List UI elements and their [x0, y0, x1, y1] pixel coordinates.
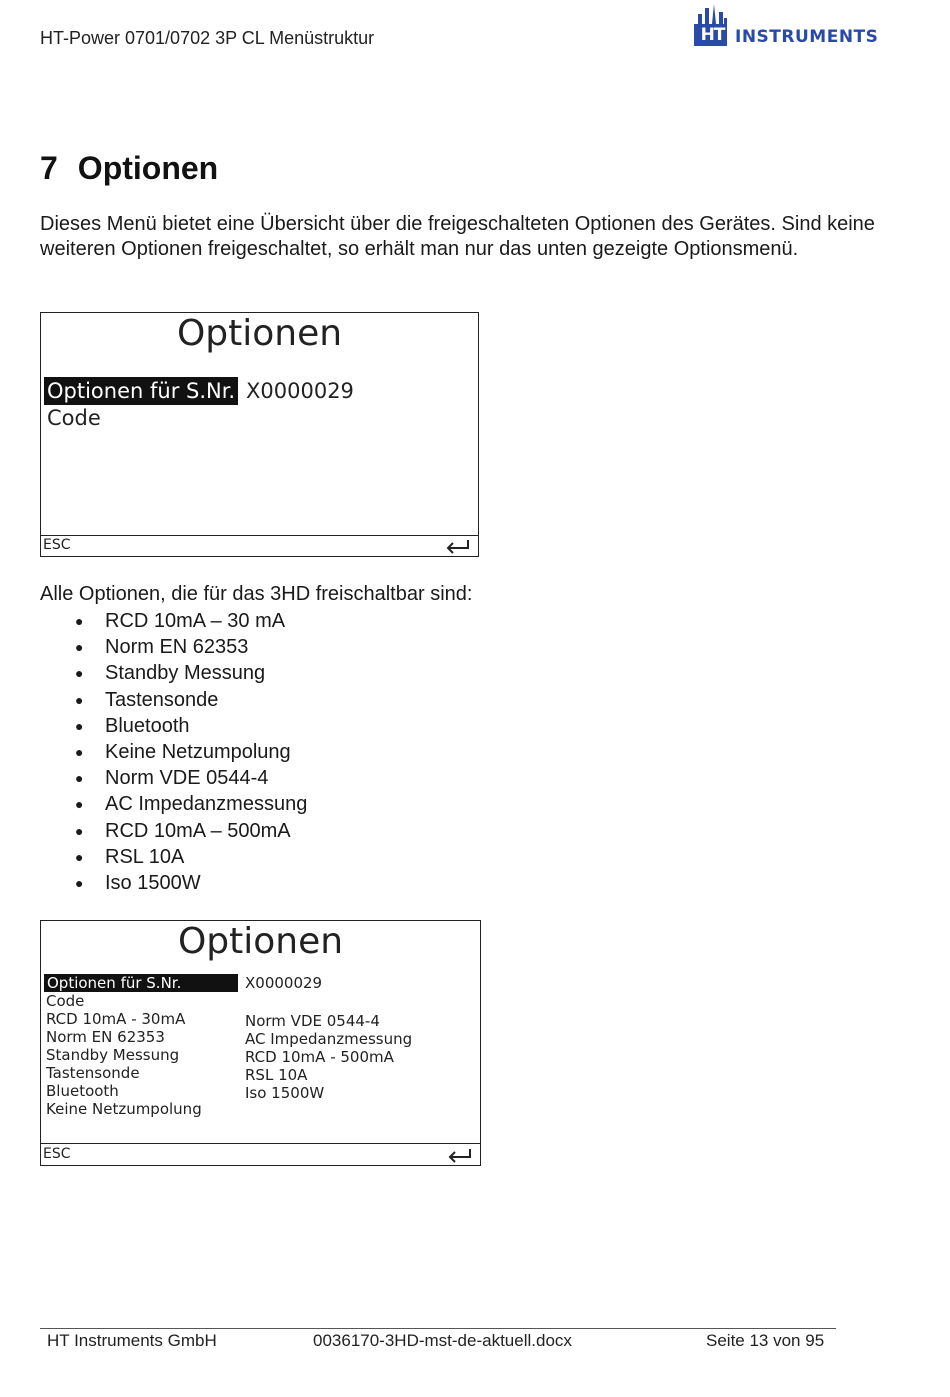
list-item: ● Iso 1500W: [40, 870, 307, 896]
list-item: ● Norm EN 62353: [40, 634, 307, 660]
header-title: HT-Power 0701/0702 3P CL Menüstruktur: [40, 28, 375, 48]
enter-icon[interactable]: [447, 1147, 473, 1163]
screen-footer-divider: [41, 1143, 480, 1144]
esc-button[interactable]: ESC: [43, 537, 71, 553]
screen-option-item[interactable]: RSL 10A: [245, 1066, 308, 1084]
list-item: ● Bluetooth: [40, 713, 307, 739]
bullet-icon: ●: [75, 848, 84, 865]
intro-paragraph: Dieses Menü bietet eine Übersicht über die freigeschalteten Optionen des Gerätes. Sind keine weiteren Optionen freigeschaltet, so erhält man nur das unten gezeigte Optionsmenü.: [40, 213, 875, 260]
footer-divider: [40, 1328, 836, 1329]
section-number: 7: [40, 150, 58, 186]
options-list: [40, 608, 307, 896]
options-screen-basic: [40, 312, 479, 557]
list-item: ● RSL 10A: [40, 844, 307, 870]
list-item: ● AC Impedanzmessung: [40, 791, 307, 817]
screen-option-item[interactable]: Tastensonde: [46, 1064, 140, 1082]
serial-value: X0000029: [246, 379, 354, 403]
list-item: ● Tastensonde: [40, 687, 307, 713]
bullet-icon: ●: [75, 639, 84, 656]
enter-icon[interactable]: [445, 538, 471, 554]
list-item: ● Keine Netzumpolung: [40, 739, 307, 765]
list-item: ● RCD 10mA – 500mA: [40, 818, 307, 844]
screen-option-item[interactable]: Code: [46, 992, 85, 1010]
options-list-intro: Alle Optionen, die für das 3HD freischaltbar sind:: [40, 583, 473, 605]
screen-option-item[interactable]: RCD 10mA - 30mA: [46, 1010, 186, 1028]
section-title: Optionen: [77, 150, 219, 186]
bullet-icon: ●: [75, 691, 84, 708]
logo-mark-text: HT: [700, 24, 725, 45]
bullet-icon: ●: [75, 770, 84, 787]
footer-filename: 0036170-3HD-mst-de-aktuell.docx: [313, 1331, 572, 1350]
bullet-icon: ●: [75, 874, 84, 891]
bullet-icon: ●: [75, 665, 84, 682]
screen-option-item[interactable]: Iso 1500W: [245, 1084, 325, 1102]
serial-label[interactable]: Optionen für S.Nr.: [44, 974, 238, 992]
screen-option-item[interactable]: Norm VDE 0544-4: [245, 1012, 380, 1030]
screen-option-item[interactable]: Bluetooth: [46, 1082, 119, 1100]
list-item: ● Standby Messung: [40, 660, 307, 686]
code-item[interactable]: Code: [47, 406, 101, 430]
bullet-icon: ●: [75, 743, 84, 760]
logo-text: INSTRUMENTS: [735, 27, 879, 47]
list-item: ● RCD 10mA – 30 mA: [40, 608, 307, 634]
screen-option-item[interactable]: Norm EN 62353: [46, 1028, 165, 1046]
footer-page-number: Seite 13 von 95: [706, 1331, 825, 1350]
screen-option-item[interactable]: Keine Netzumpolung: [46, 1100, 202, 1118]
screen-footer-divider: [41, 535, 478, 536]
list-item: ● Norm VDE 0544-4: [40, 765, 307, 791]
serial-label[interactable]: Optionen für S.Nr.: [44, 377, 238, 405]
bullet-icon: ●: [75, 613, 84, 629]
section-heading: [40, 150, 218, 187]
screen-title: Optionen: [177, 921, 344, 962]
esc-button[interactable]: ESC: [43, 1146, 71, 1162]
bullet-icon: ●: [75, 796, 84, 813]
screen-title: Optionen: [176, 313, 343, 354]
serial-value: X0000029: [245, 974, 323, 992]
footer-company: HT Instruments GmbH: [47, 1331, 217, 1350]
bullet-icon: ●: [75, 822, 84, 839]
screen-option-item[interactable]: Standby Messung: [46, 1046, 180, 1064]
options-screen-full: [40, 920, 481, 1166]
screen-option-item[interactable]: AC Impedanzmessung: [245, 1030, 413, 1048]
screen-option-item[interactable]: RCD 10mA - 500mA: [245, 1048, 394, 1066]
bullet-icon: ●: [75, 717, 84, 734]
